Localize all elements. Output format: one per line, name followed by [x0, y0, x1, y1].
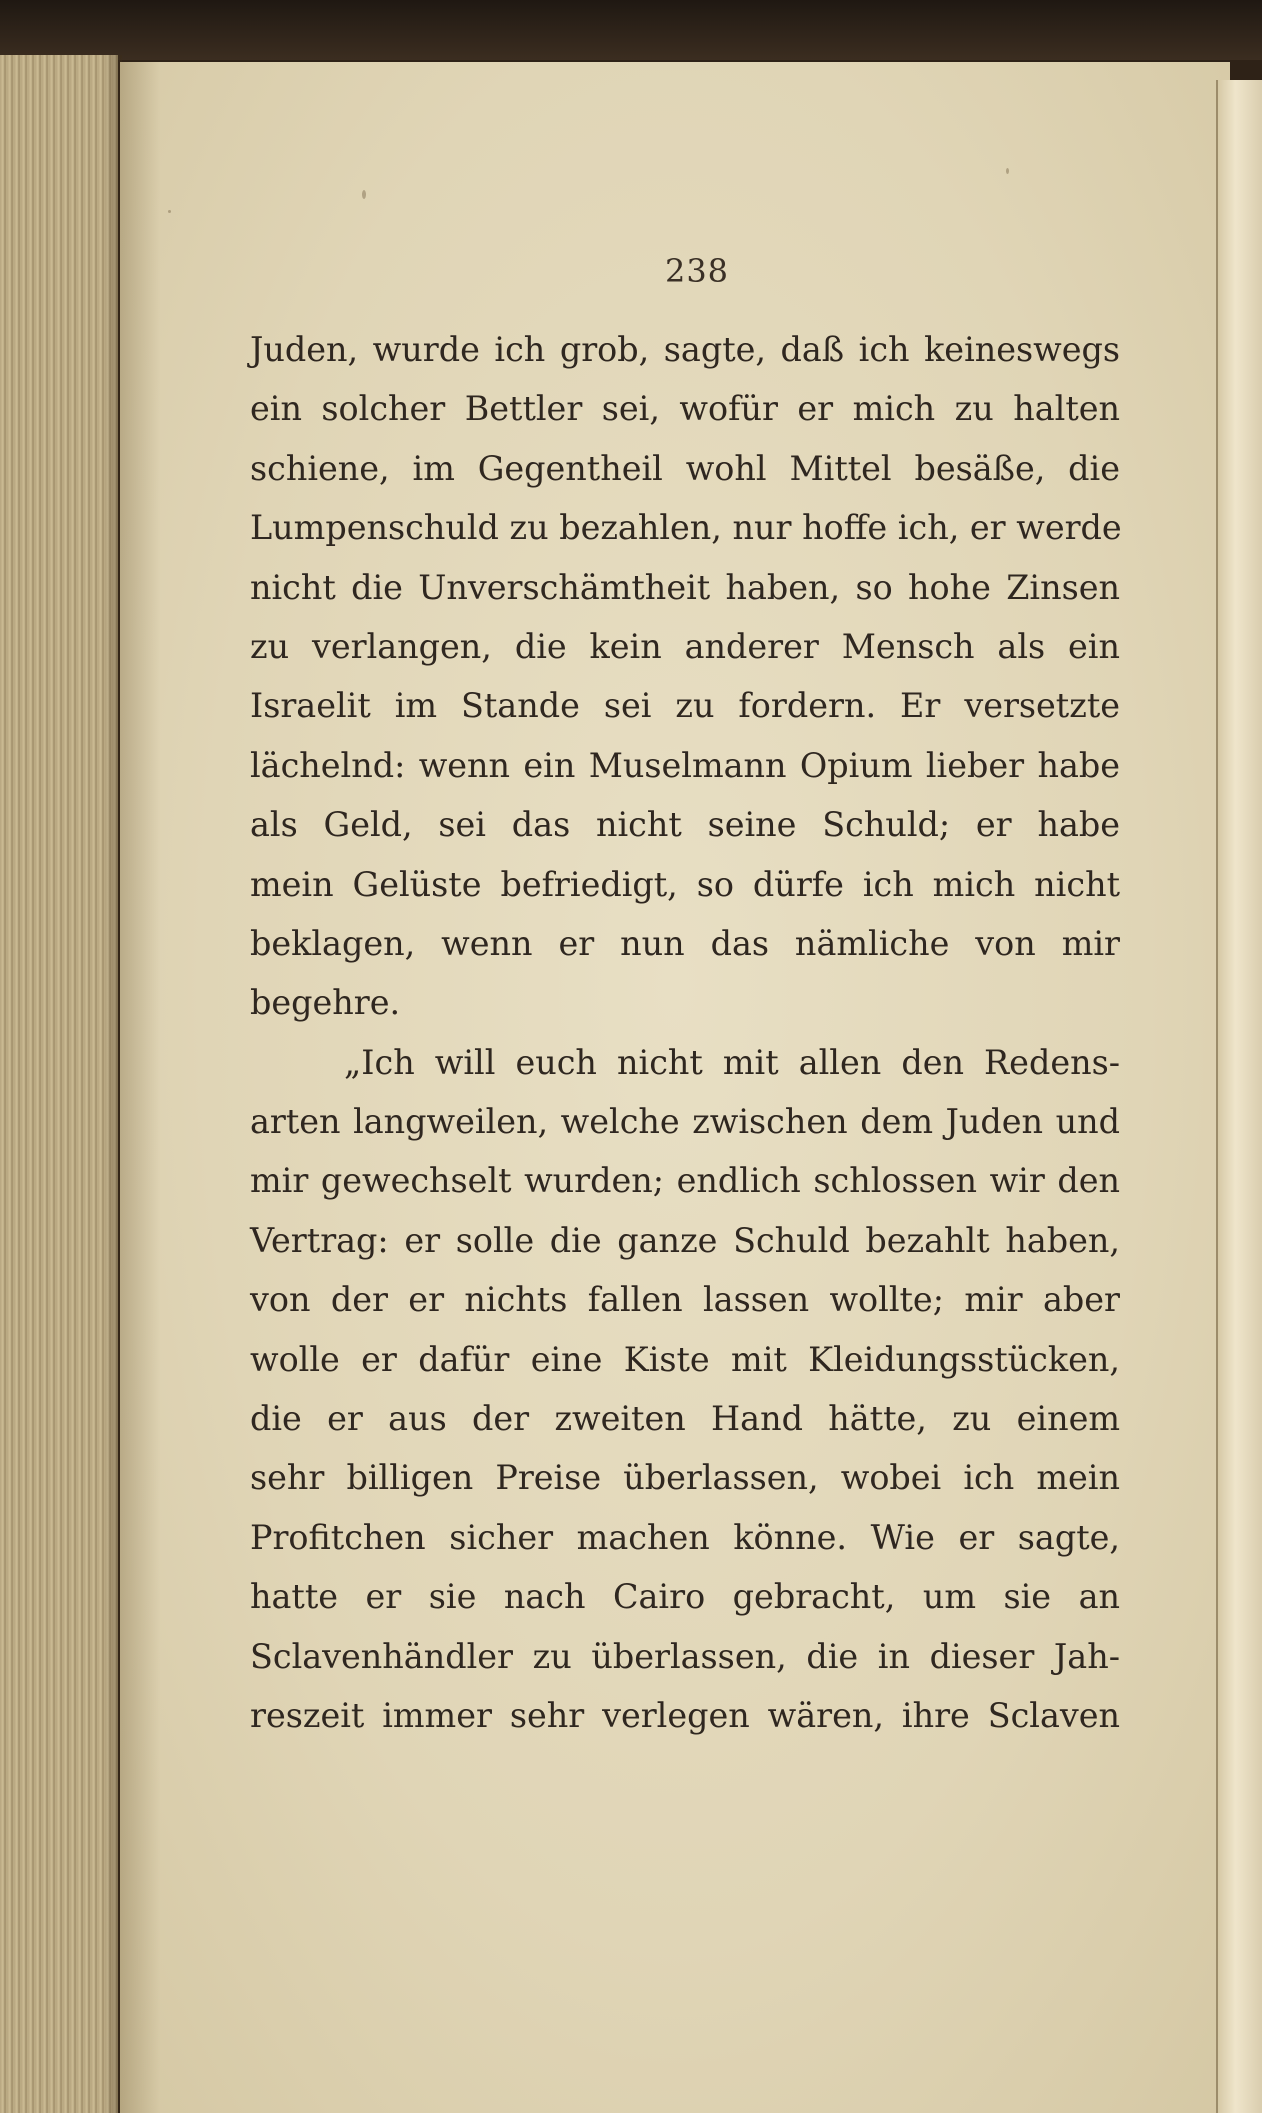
text-line: „Ich will euch nicht mit allen den Redens-	[344, 1042, 1120, 1082]
text-line: arten langweilen, welche zwischen dem Juden und	[250, 1102, 1120, 1142]
text-line: Lumpenschuld zu bezahlen, nur hoffe ich, er werde	[250, 508, 1122, 548]
paper-spot	[1006, 168, 1009, 174]
text-line: die er aus der zweiten Hand hätte, zu einem	[250, 1399, 1120, 1439]
text-line: wolle er dafür eine Kiste mit Kleidungsstücken,	[250, 1339, 1120, 1379]
text-line: ein solcher Bettler sei, wofür er mich zu halten	[250, 389, 1120, 429]
text-line: reszeit immer sehr verlegen wären, ihre Sclaven	[250, 1695, 1120, 1735]
text-line: Sclavenhändler zu überlassen, die in dieser Jah-	[250, 1636, 1120, 1676]
page-number: 238	[664, 252, 730, 290]
text-line: Israelit im Stande sei zu fordern. Er versetzte	[250, 686, 1120, 726]
paper-spot	[362, 190, 366, 199]
text-line: nicht die Unverschämtheit haben, so hohe Zinsen	[250, 567, 1120, 607]
text-line: mir gewechselt wurden; endlich schlossen wir den	[250, 1161, 1120, 1201]
text-line: Profitchen sicher machen könne. Wie er sagte,	[250, 1517, 1120, 1557]
text-line: lächelnd: wenn ein Muselmann Opium lieber habe	[250, 745, 1120, 785]
text-line: beklagen, wenn er nun das nämliche von mir	[250, 923, 1120, 963]
paper-spot	[168, 210, 171, 213]
page-gutter-shadow	[120, 62, 160, 2113]
page-body-text	[250, 320, 1120, 1745]
text-line: schiene, im Gegentheil wohl Mittel besäße, die	[250, 448, 1120, 488]
text-line: sehr billigen Preise überlassen, wobei ich mein	[250, 1458, 1120, 1498]
page-stack-edge	[0, 55, 118, 2113]
text-line: Vertrag: er solle die ganze Schuld bezahlt haben,	[250, 1220, 1120, 1260]
text-line: hatte er sie nach Cairo gebracht, um sie an	[250, 1577, 1120, 1617]
text-line: von der er nichts fallen lassen wollte; mir aber	[250, 1280, 1120, 1320]
text-line: begehre.	[250, 983, 401, 1023]
book-top-edge	[0, 0, 1262, 60]
text-line: mein Gelüste befriedigt, so dürfe ich mich nicht	[250, 864, 1120, 904]
text-line: als Geld, sei das nicht seine Schuld; er habe	[250, 805, 1120, 845]
text-line: zu verlangen, die kein anderer Mensch als ein	[250, 626, 1120, 666]
next-page-fold	[1218, 80, 1262, 2113]
text-line: Juden, wurde ich grob, sagte, daß ich keineswegs	[250, 330, 1120, 369]
